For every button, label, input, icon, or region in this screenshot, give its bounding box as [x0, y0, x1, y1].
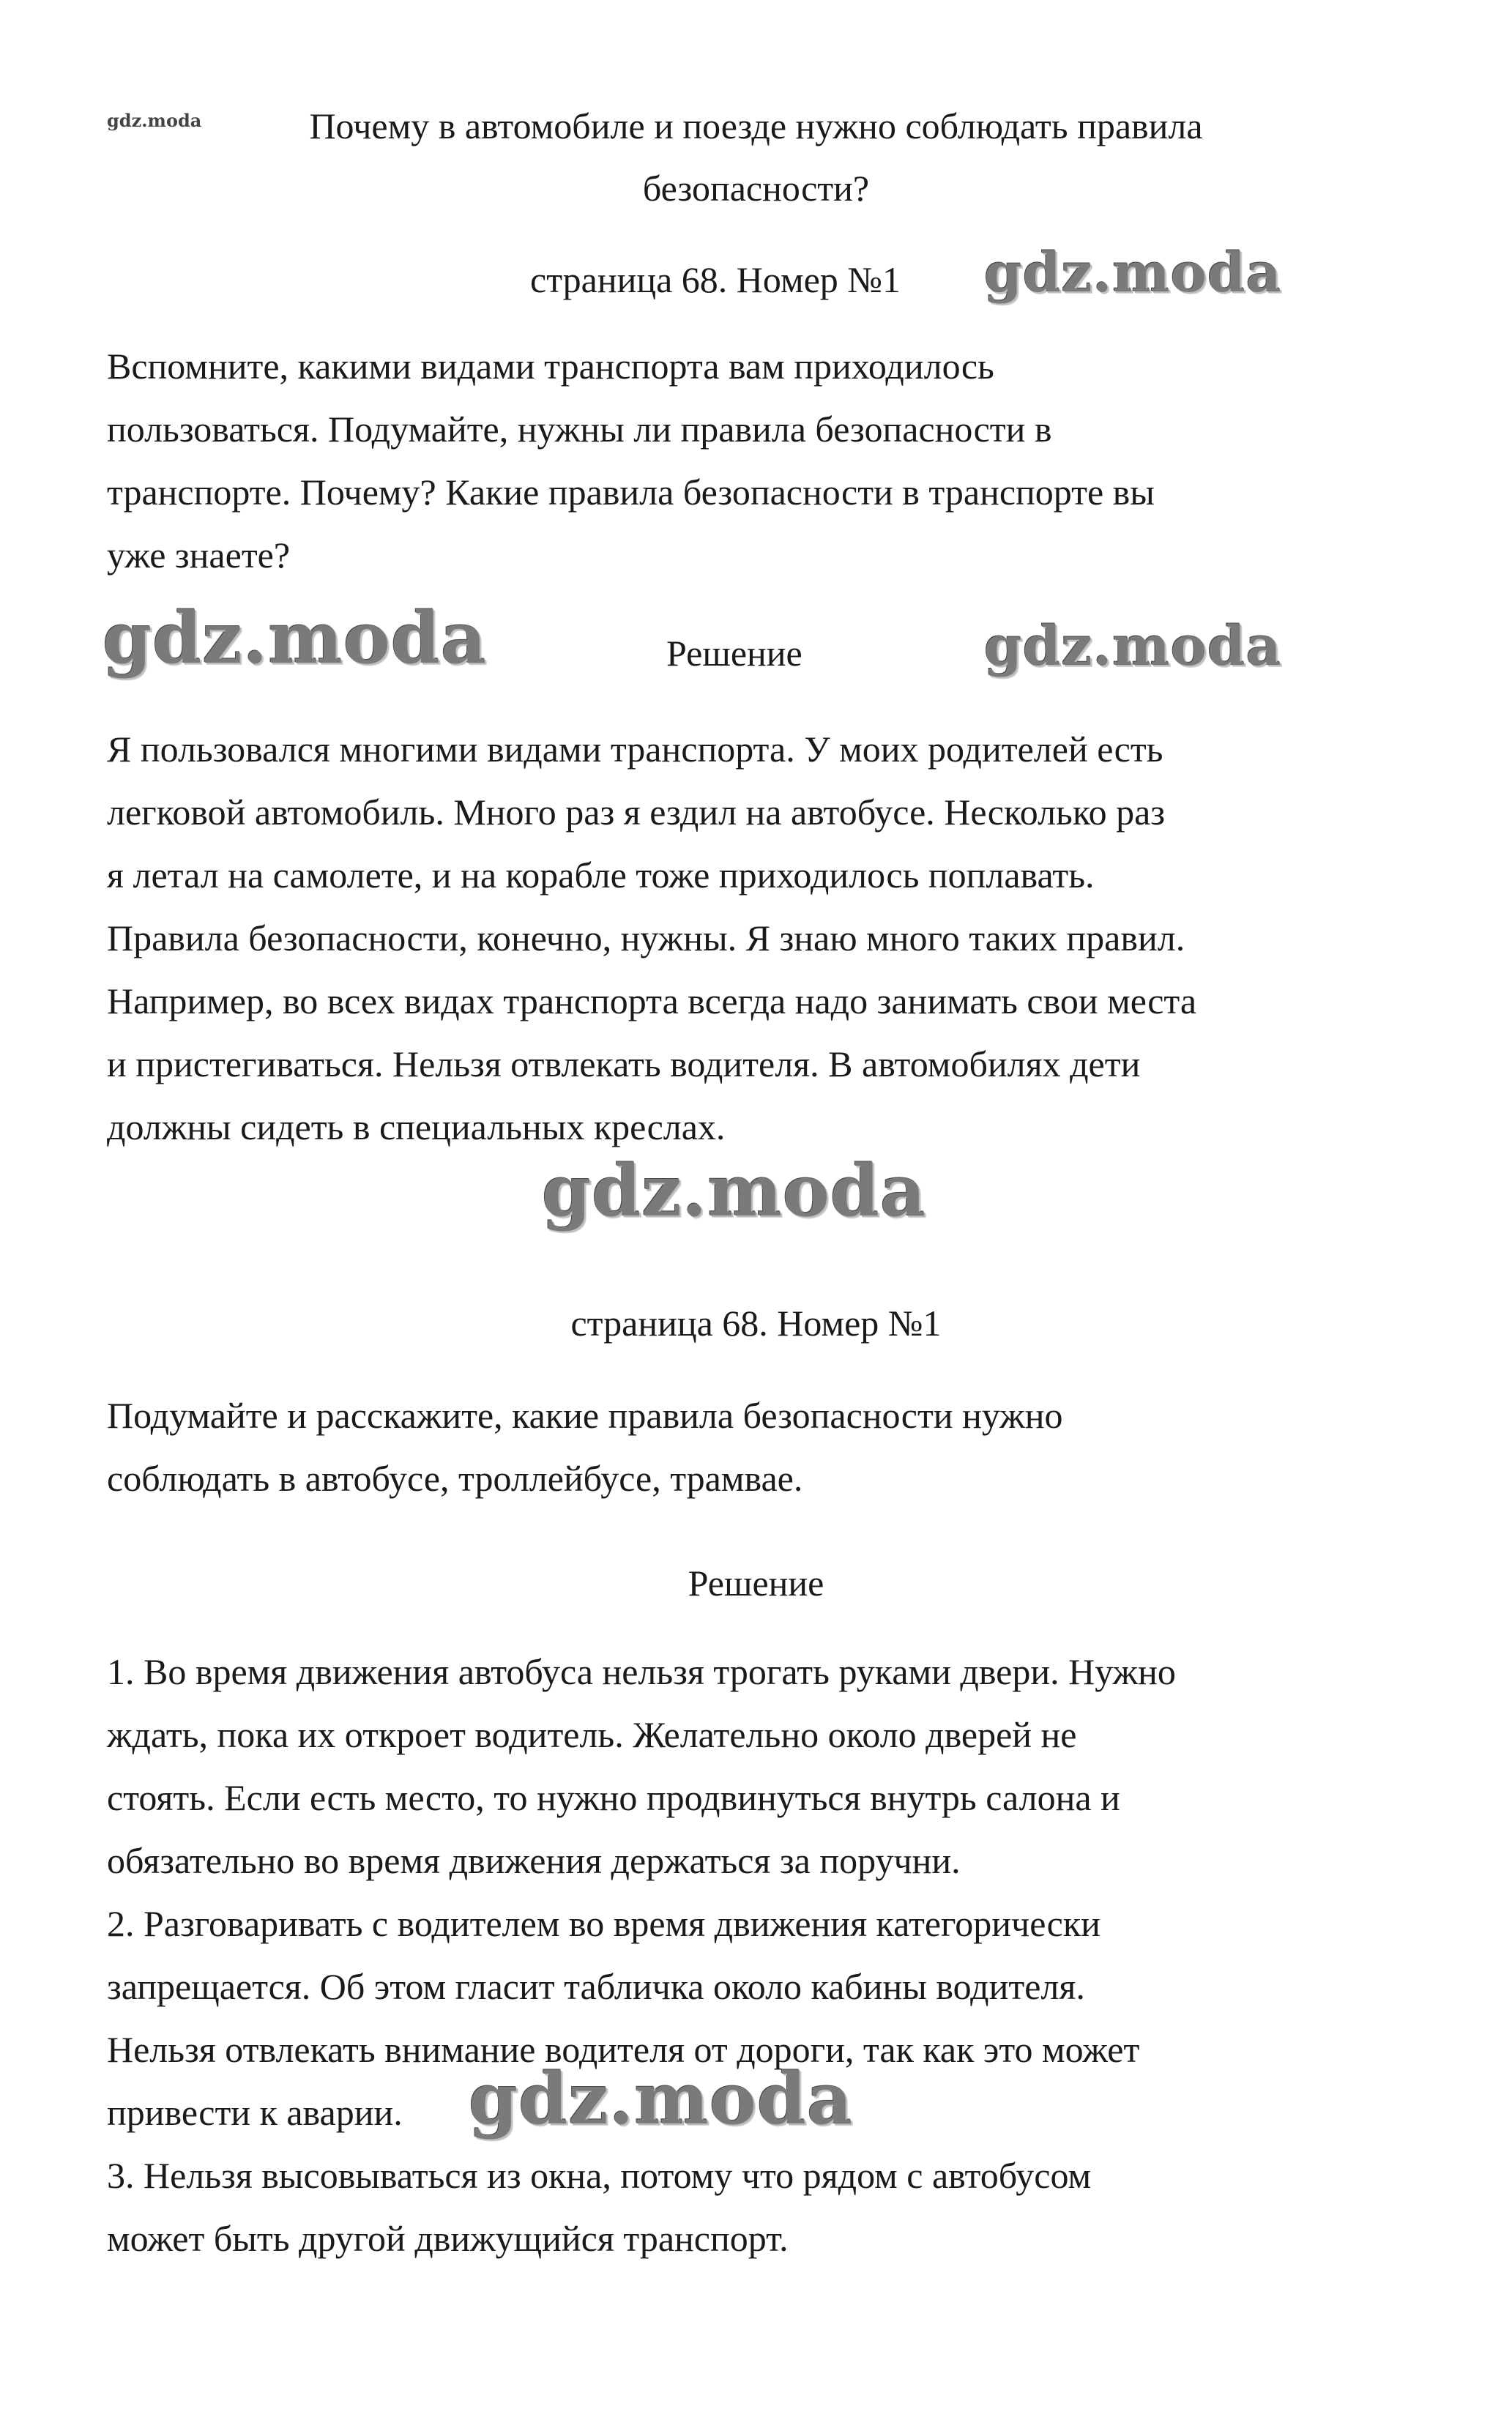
answer-line: я летал на самолете, и на корабле тоже приходилось поплавать.: [107, 854, 1095, 896]
page-title-line-1: Почему в автомобиле и поезде нужно соблюдать правила: [309, 105, 1203, 146]
answer-line: Например, во всех видах транспорта всегда надо занимать свои места: [107, 980, 1197, 1021]
answer-line: обязательно во время движения держаться за поручни.: [107, 1840, 961, 1881]
answer-line: стоять. Если есть место, то нужно продвинуться внутрь салона и: [107, 1777, 1120, 1818]
answer-line: 2. Разговаривать с водителем во время движения категорически: [107, 1903, 1101, 1944]
answer-line: запрещается. Об этом гласит табличка около кабины водителя.: [107, 1966, 1085, 2007]
section1-question: [107, 335, 1425, 587]
section2-answer: [107, 1640, 1425, 2270]
watermark: gdz.moda: [984, 242, 1282, 305]
answer-line: и пристегиваться. Нельзя отвлекать водителя. В автомобилях дети: [107, 1043, 1141, 1084]
page-title-line-2: безопасности?: [642, 168, 870, 209]
answer-line: легковой автомобиль. Много раз я ездил на автобусе. Несколько раз: [107, 792, 1166, 833]
answer-line: 1. Во время движения автобуса нельзя трогать руками двери. Нужно: [107, 1651, 1176, 1692]
section2-page-ref: страница 68. Номер №1: [570, 1303, 942, 1344]
watermark: gdz.moda: [103, 597, 488, 679]
answer-line: должны сидеть в специальных креслах.: [107, 1106, 726, 1147]
answer-line: Нельзя отвлекать внимание водителя от дороги, так как это может: [107, 2029, 1140, 2070]
watermark: gdz.moda: [542, 1150, 927, 1232]
watermark-small: gdz.moda: [107, 110, 202, 131]
section2-solution-label: Решение: [688, 1563, 824, 1604]
watermark: gdz.moda: [469, 2058, 854, 2140]
answer-line: Я пользовался многими видами транспорта. У моих родителей есть: [107, 729, 1163, 770]
question-line: соблюдать в автобусе, троллейбусе, трамвае.: [107, 1458, 803, 1499]
answer-line: ждать, пока их откроет водитель. Желательно около дверей не: [107, 1714, 1077, 1755]
section1-page-ref: страница 68. Номер №1: [530, 259, 901, 300]
section1-solution-label: Решение: [666, 633, 802, 674]
watermark: gdz.moda: [984, 615, 1282, 678]
answer-line: может быть другой движущийся транспорт.: [107, 2218, 789, 2259]
section1-answer: [107, 718, 1425, 1158]
question-line: уже знаете?: [107, 535, 291, 576]
question-line: пользоваться. Подумайте, нужны ли правила безопасности в: [107, 409, 1052, 450]
answer-line: Правила безопасности, конечно, нужны. Я знаю много таких правил.: [107, 917, 1185, 958]
answer-line: привести к аварии.: [107, 2092, 403, 2133]
question-line: транспорте. Почему? Какие правила безопасности в транспорте вы: [107, 472, 1155, 513]
section2-question: [107, 1384, 1425, 1510]
answer-line: 3. Нельзя высовываться из окна, потому что рядом с автобусом: [107, 2155, 1092, 2196]
question-line: Подумайте и расскажите, какие правила безопасности нужно: [107, 1395, 1063, 1436]
question-line: Вспомните, какими видами транспорта вам приходилось: [107, 346, 994, 387]
